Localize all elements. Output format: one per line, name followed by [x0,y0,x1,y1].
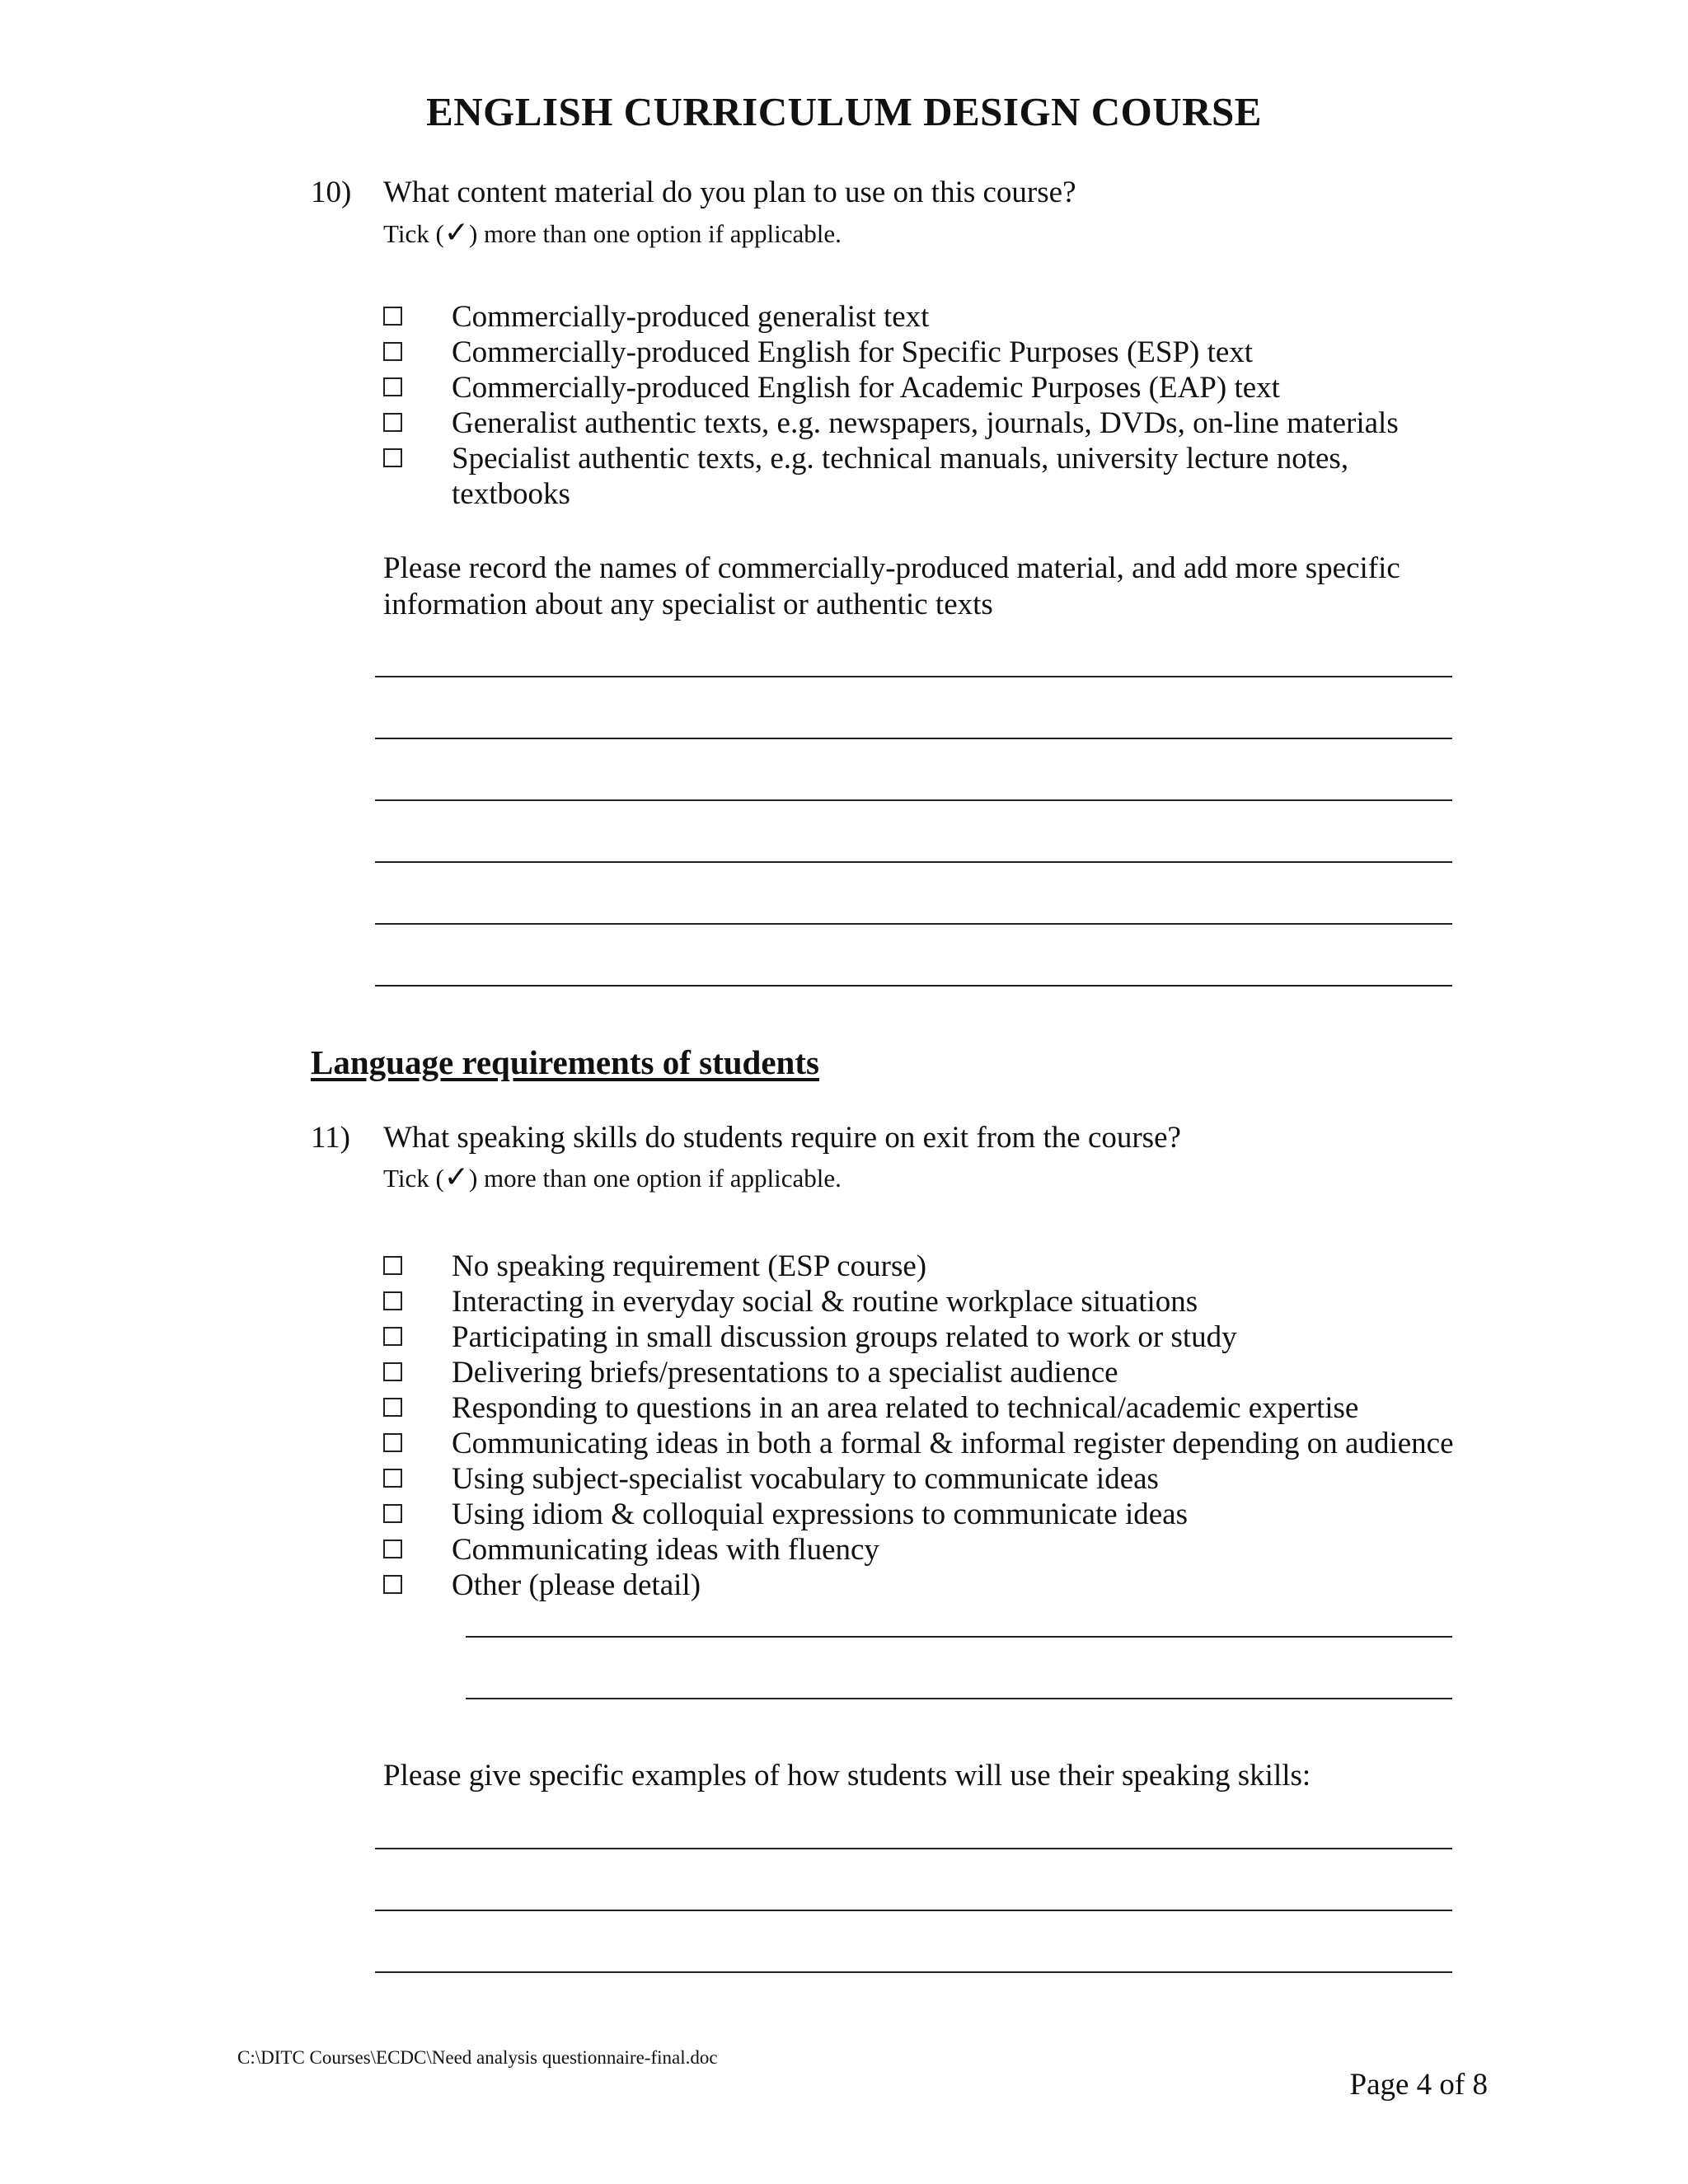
question-11-tick-instruction [383,1162,842,1195]
footer-file-path: C:\DITC Courses\ECDC\Need analysis questionnaire-final.doc [237,2047,718,2068]
answer-line[interactable] [375,985,1452,987]
option-label: Using subject-specialist vocabulary to communicate ideas [452,1462,1159,1496]
checkbox[interactable] [383,1291,402,1310]
question-10-tick-instruction [383,218,842,251]
answer-line[interactable] [375,923,1452,925]
option-label: Other (please detail) [452,1568,701,1602]
checkbox[interactable] [383,1327,402,1346]
checkbox[interactable] [383,1256,402,1275]
checkbox[interactable] [383,307,402,326]
section-heading: Language requirements of students [311,1043,819,1081]
option-label: Commercially-produced English for Academic Purposes (EAP) text [452,371,1280,405]
checkbox[interactable] [383,1540,402,1558]
question-10-record-prompt: Please record the names of commercially-produced material, and add more specific information about any specialist or authentic texts [383,551,1400,621]
tick-instruction-prefix: Tick ( [383,219,444,248]
checkbox[interactable] [383,1433,402,1452]
option-label: Responding to questions in an area related to technical/academic expertise [452,1391,1359,1425]
question-11-options [383,1249,1537,1603]
option-other [383,1568,1537,1603]
answer-line[interactable] [375,676,1452,677]
option-presentations [383,1355,1537,1390]
option-label: Interacting in everyday social & routine workplace situations [452,1285,1198,1319]
option-generalist-authentic [383,405,1512,441]
option-label: No speaking requirement (ESP course) [452,1249,927,1283]
answer-line[interactable] [375,1910,1452,1911]
checkbox[interactable] [383,342,402,361]
checkbox[interactable] [383,1504,402,1523]
checkbox[interactable] [383,1469,402,1488]
checkmark-icon: ✓ [443,216,469,250]
question-10-number: 10) [311,176,352,209]
option-subject-vocabulary [383,1461,1537,1497]
option-idiom-colloquial [383,1497,1537,1532]
option-label: Using idiom & colloquial expressions to communicate ideas [452,1497,1188,1531]
option-label: Commercially-produced generalist text [452,300,930,334]
answer-line[interactable] [375,799,1452,801]
option-label: Participating in small discussion groups related to work or study [452,1320,1237,1354]
option-specialist-authentic [383,441,1512,512]
checkbox[interactable] [383,448,402,467]
question-11-text: What speaking skills do students require on exit from the course? [383,1121,1181,1155]
option-label: Communicating ideas with fluency [452,1533,879,1567]
tick-instruction-prefix: Tick ( [383,1164,444,1193]
checkbox[interactable] [383,1575,402,1594]
page-number: Page 4 of 8 [1349,2068,1488,2102]
option-label: Generalist authentic texts, e.g. newspapers, journals, DVDs, on-line materials [452,406,1399,440]
checkbox[interactable] [383,377,402,396]
tick-instruction-suffix: ) more than one option if applicable. [468,1164,842,1193]
other-detail-line[interactable] [466,1698,1452,1699]
answer-line[interactable] [375,738,1452,739]
option-small-discussion [383,1319,1537,1355]
question-10-text: What content material do you plan to use on this course? [383,176,1076,209]
other-detail-line[interactable] [466,1636,1452,1638]
answer-line[interactable] [375,861,1452,863]
option-label: Commercially-produced English for Specific Purposes (ESP) text [452,335,1254,369]
checkmark-icon: ✓ [443,1160,469,1194]
question-11-number: 11) [311,1121,350,1155]
answer-line[interactable] [375,1971,1452,1973]
checkbox[interactable] [383,1398,402,1417]
option-commercial-generalist [383,299,1512,335]
answer-line[interactable] [375,1848,1452,1849]
checkbox[interactable] [383,1362,402,1381]
option-everyday-social [383,1284,1537,1319]
tick-instruction-suffix: ) more than one option if applicable. [468,219,842,248]
option-fluency [383,1532,1537,1568]
option-responding-questions [383,1390,1537,1426]
option-formal-informal-register [383,1426,1537,1461]
question-11-examples-prompt: Please give specific examples of how students will use their speaking skills: [383,1759,1311,1793]
option-no-speaking [383,1249,1537,1284]
option-label: Delivering briefs/presentations to a specialist audience [452,1356,1118,1390]
question-10-options [383,299,1512,512]
option-commercial-eap [383,370,1512,405]
option-label: Specialist authentic texts, e.g. technical manuals, university lecture notes, textbooks [452,442,1349,511]
option-commercial-esp [383,335,1512,370]
option-label: Communicating ideas in both a formal & informal register depending on audience [452,1427,1454,1460]
document-title: ENGLISH CURRICULUM DESIGN COURSE [426,89,1262,134]
checkbox[interactable] [383,413,402,432]
